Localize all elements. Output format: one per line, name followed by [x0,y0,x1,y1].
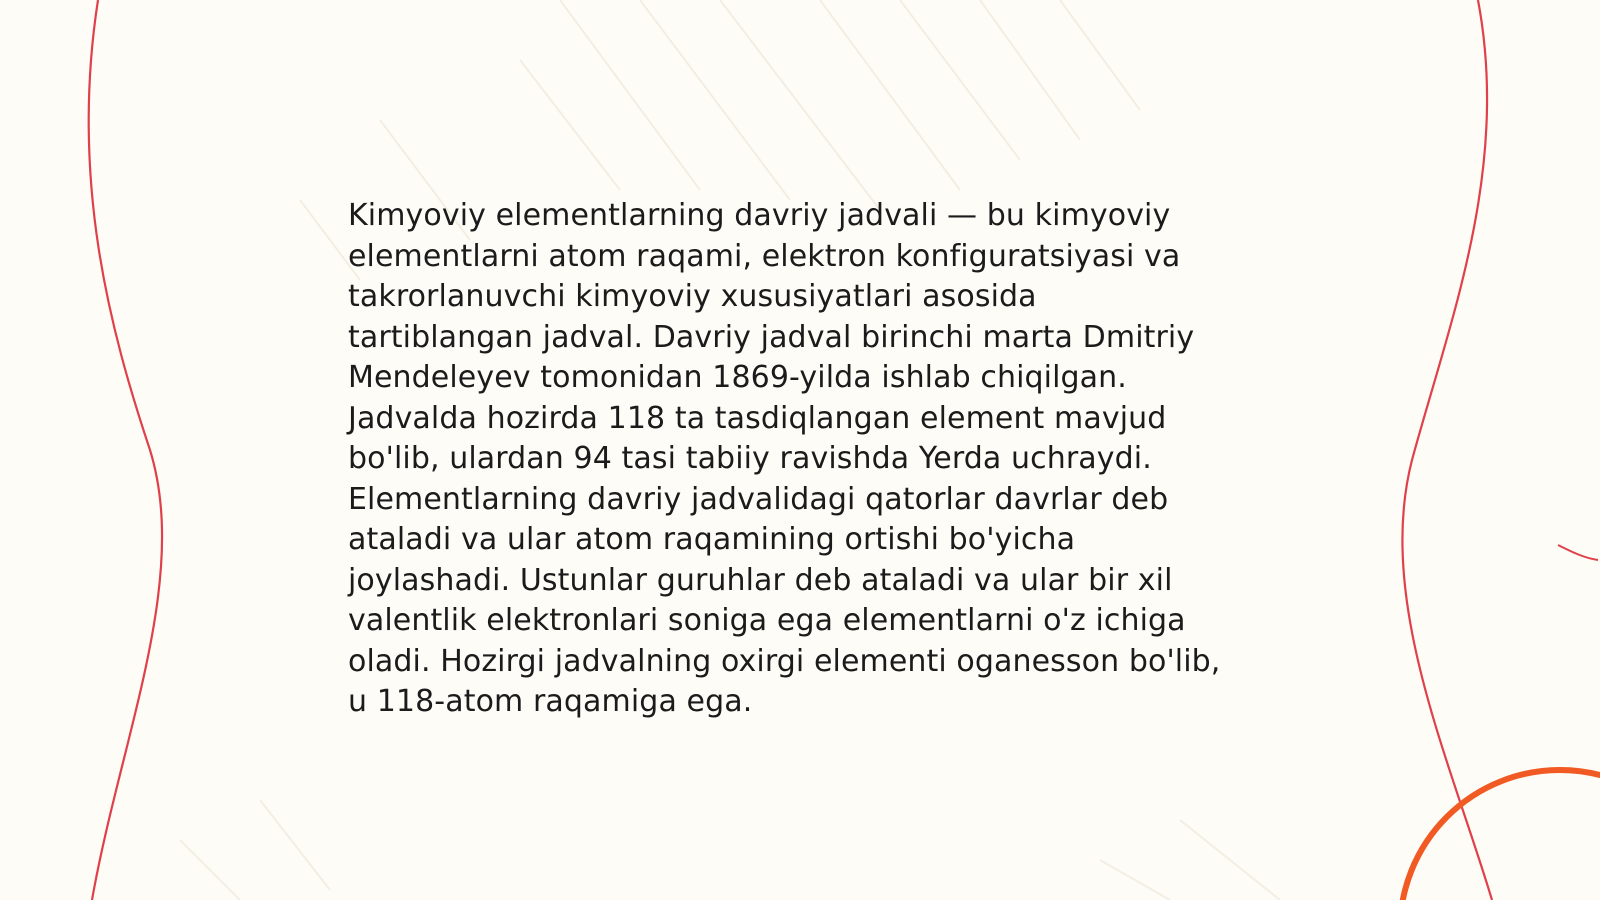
right-tick-line [1558,545,1598,560]
body-paragraph: Kimyoviy elementlarning davriy jadvali — bu kimyoviy elementlarni atom raqami, elektron konfiguratsiyasi va takrorlanuvchi kimyoviy xususiyatlari asosida tartiblangan jadval. Davriy jadval birinchi marta Dmitriy Mendeleyev tomonidan 1869-yilda ishlab chiqilgan. Jadvalda hozirda 118 ta tasdiqlangan element mavjud bo'lib, ulardan 94 tasi tabiiy ravishda Yerda uchraydi. Elementlarning davriy jadvalidagi qatorlar davrlar deb ataladi va ular atom raqamining ortishi bo'yicha joylashadi. Ustunlar guruhlar deb ataladi va ular bir xil valentlik elektronlari soniga ega elementlarni o'z ichiga oladi. Hozirgi jadvalning oxirgi elementi oganesson bo'lib, u 118-atom raqamiga ega. [348,198,1231,719]
left-curve-line [89,0,162,900]
text-content-block [348,196,1231,723]
right-curve-line [1402,0,1492,900]
orange-circle [1400,770,1600,900]
